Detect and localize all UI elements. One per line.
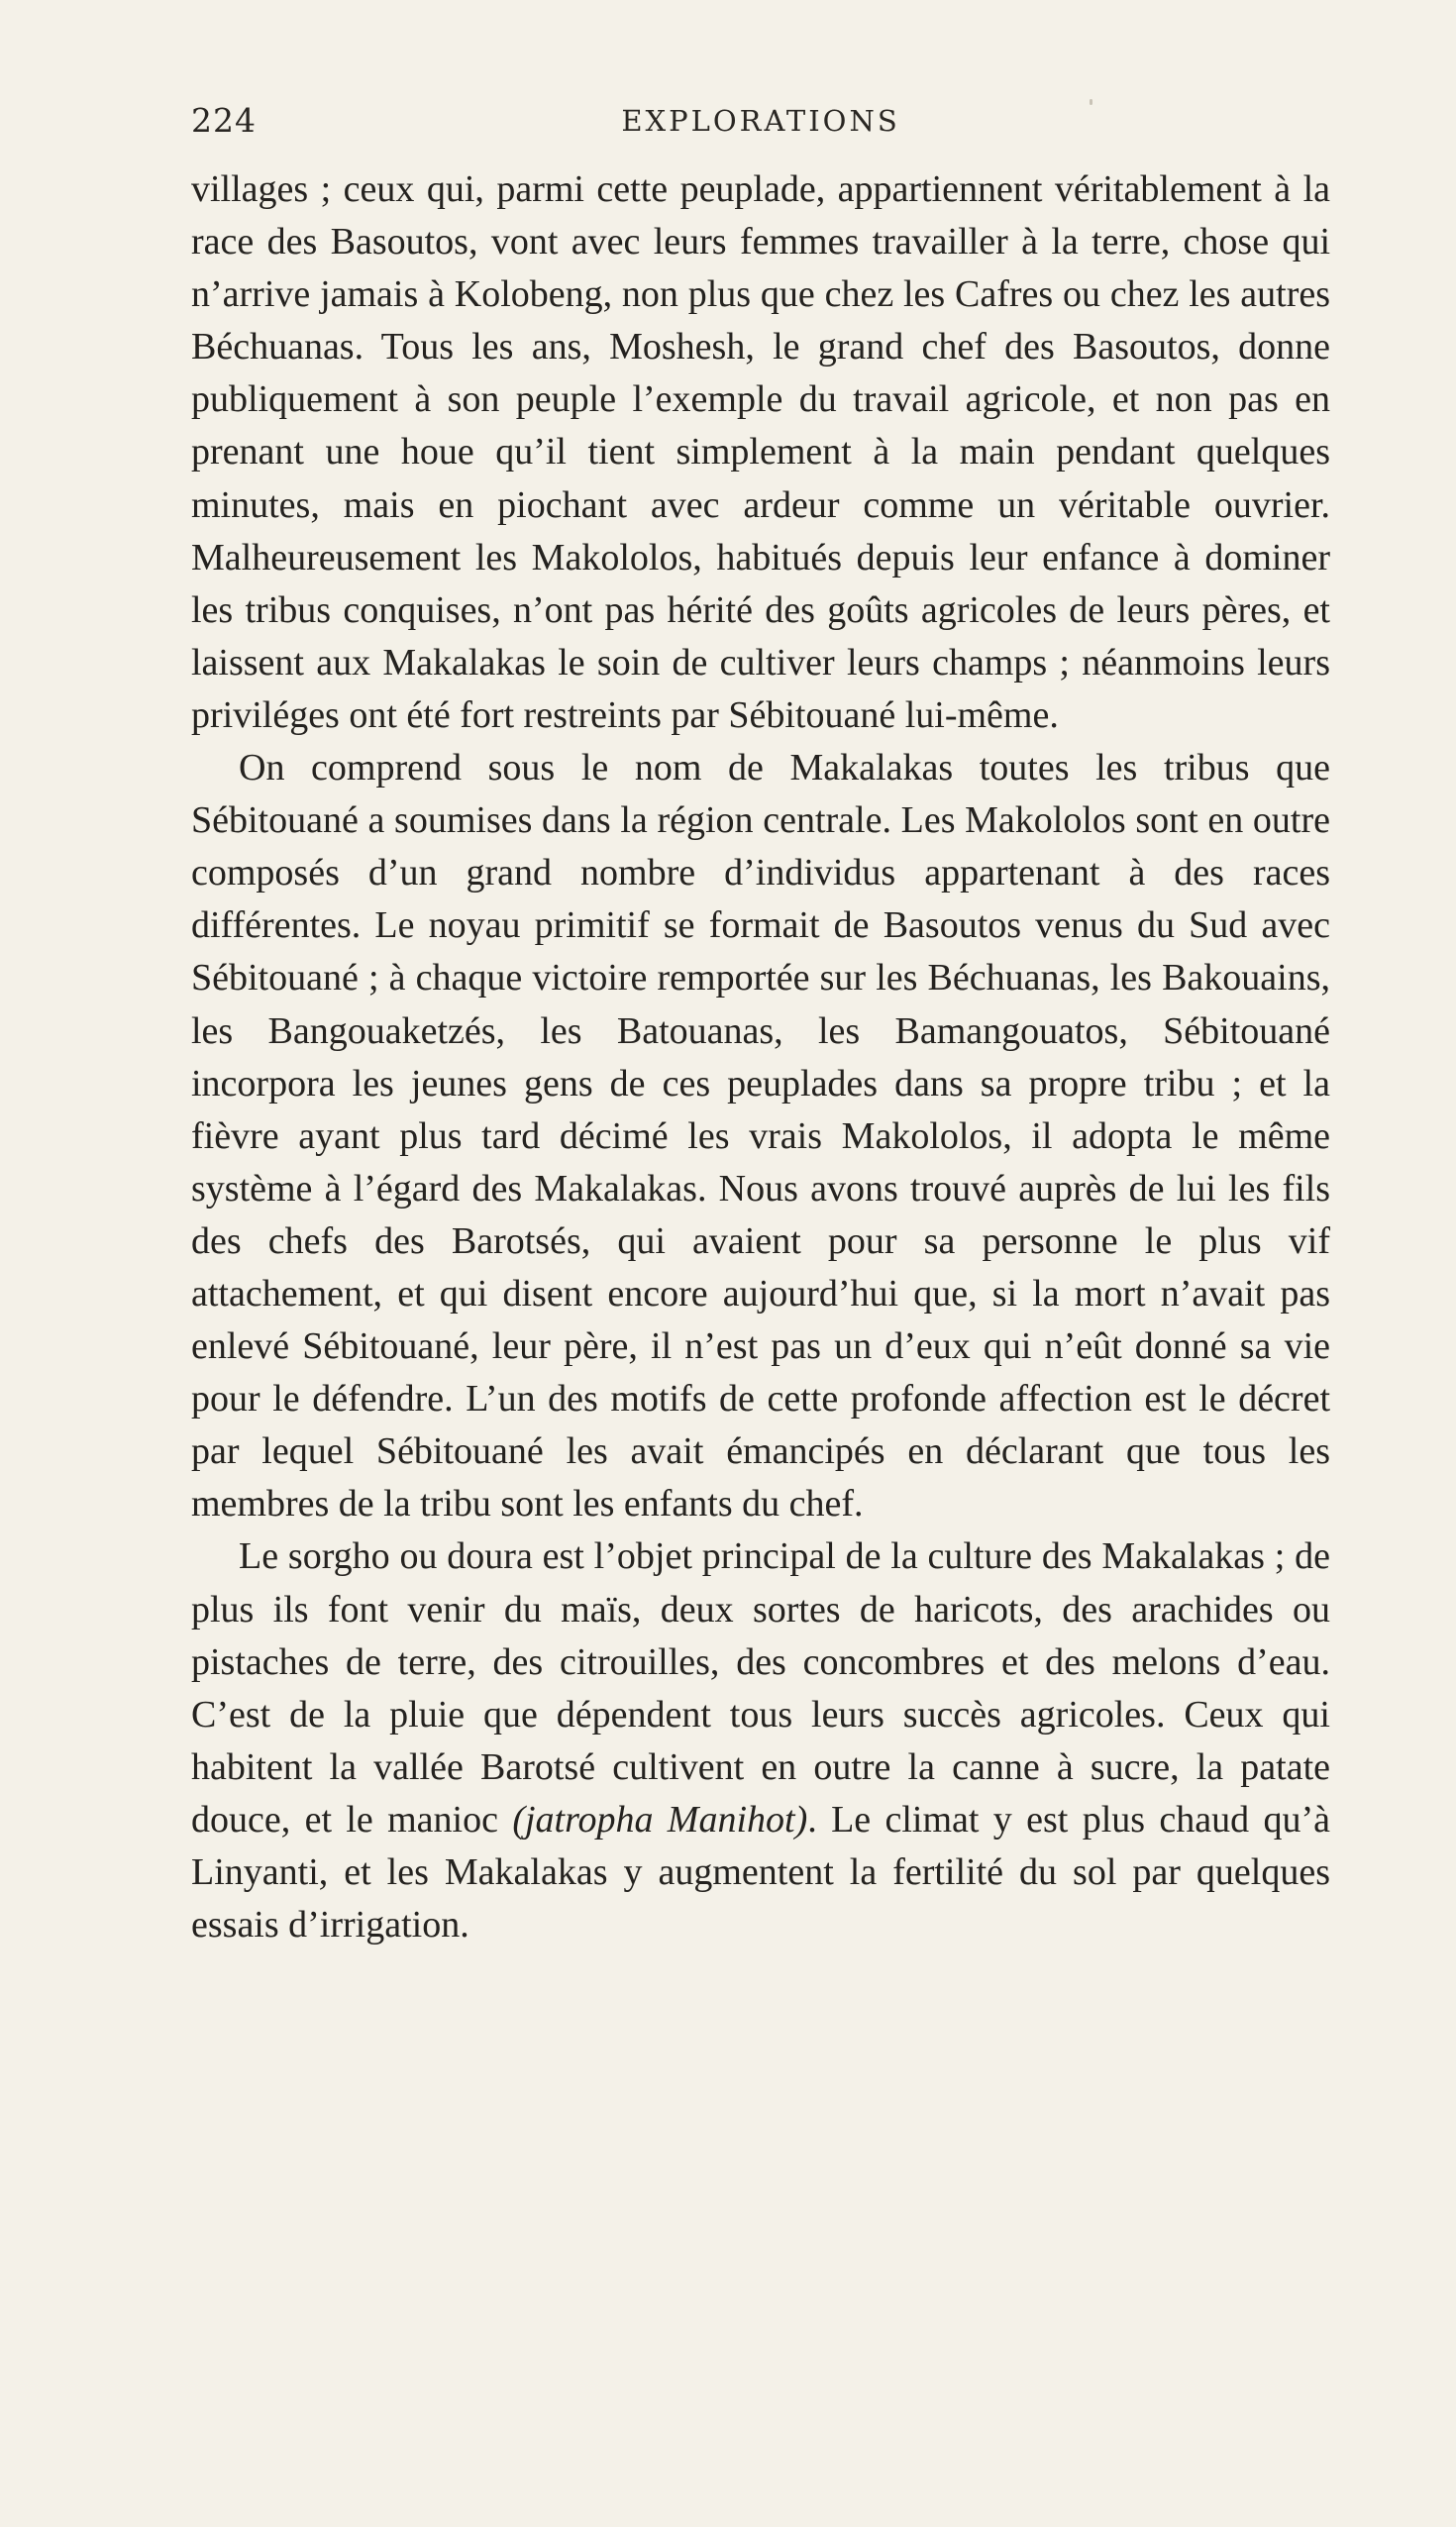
paragraph-3-text-a: Le sorgho ou doura est l’objet principal de la culture des Makalakas ; de plus ils font venir du maïs, deux sortes de haricots, des arachides ou pistaches de terre, des citrouilles, des concombres et des melons d’eau. C’est de la pluie que dépendent tous leurs succès agricoles. Ceux qui habitent la vallée Barotsé cultivent en outre la canne à sucre, la patate douce, et le manioc bbox=[191, 1535, 1330, 1841]
paragraph-3 bbox=[191, 1530, 1330, 1951]
body-text bbox=[191, 163, 1330, 1951]
paragraph-2: On comprend sous le nom de Makalakas toutes les tribus que Sébitouané a soumises dans la région centrale. Les Makololos sont en outre composés d’un grand nombre d’individus appartenant à des races différentes. Le noyau primitif se formait de Basoutos venus du Sud avec Sébitouané ; à chaque victoire remportée sur les Béchuanas, les Bakouains, les Bangouaketzés, les Batouanas, les Bamangouatos, Sébitouané incorpora les jeunes gens de ces peuplades dans sa propre tribu ; et la fièvre ayant plus tard décimé les vrais Makololos, il adopta le même système à l’égard des Makalakas. Nous avons trouvé auprès de lui les fils des chefs des Barotsés, qui avaient pour sa personne le plus vif attachement, et qui disent encore aujourd’hui que, si la mort n’avait pas enlevé Sébitouané, leur père, il n’est pas un d’eux qui n’eût donné sa vie pour le défendre. L’un des motifs de cette profonde affection est le décret par lequel Sébitouané les avait émancipés en déclarant que tous les membres de la tribu sont les enfants du chef. bbox=[191, 747, 1330, 1526]
paragraph-1: villages ; ceux qui, parmi cette peuplade, appartiennent véritablement à la race des Basoutos, vont avec leurs femmes travailler à la terre, chose qui n’arrive jamais à Kolobeng, non plus que chez les Cafres ou chez les autres Béchuanas. Tous les ans, Moshesh, le grand chef des Basoutos, donne publiquement à son peuple l’exemple du travail agricole, et non pas en prenant une houe qu’il tient simplement à la main pendant quelques minutes, mais en piochant avec ardeur comme un véritable ouvrier. Malheureusement les Makololos, habitués depuis leur enfance à dominer les tribus conquises, n’ont pas hérité des goûts agricoles de leurs pères, et laissent aux Makalakas le soin de cultiver leurs champs ; néanmoins leurs priviléges ont été fort restreints par Sébitouané lui-même. bbox=[191, 168, 1330, 736]
running-head: EXPLORATIONS bbox=[621, 104, 900, 138]
paragraph-3-italic-term: (jatropha Manihot) bbox=[512, 1798, 808, 1841]
page-number: 224 bbox=[191, 101, 257, 140]
paragraph-3-text-b: . Le climat y est plus chaud qu’à Linyanti, et les Makalakas y augmentent la fertilité du sol par quelques essais d’irrigation. bbox=[191, 1798, 1330, 1947]
page-header bbox=[191, 101, 1330, 151]
